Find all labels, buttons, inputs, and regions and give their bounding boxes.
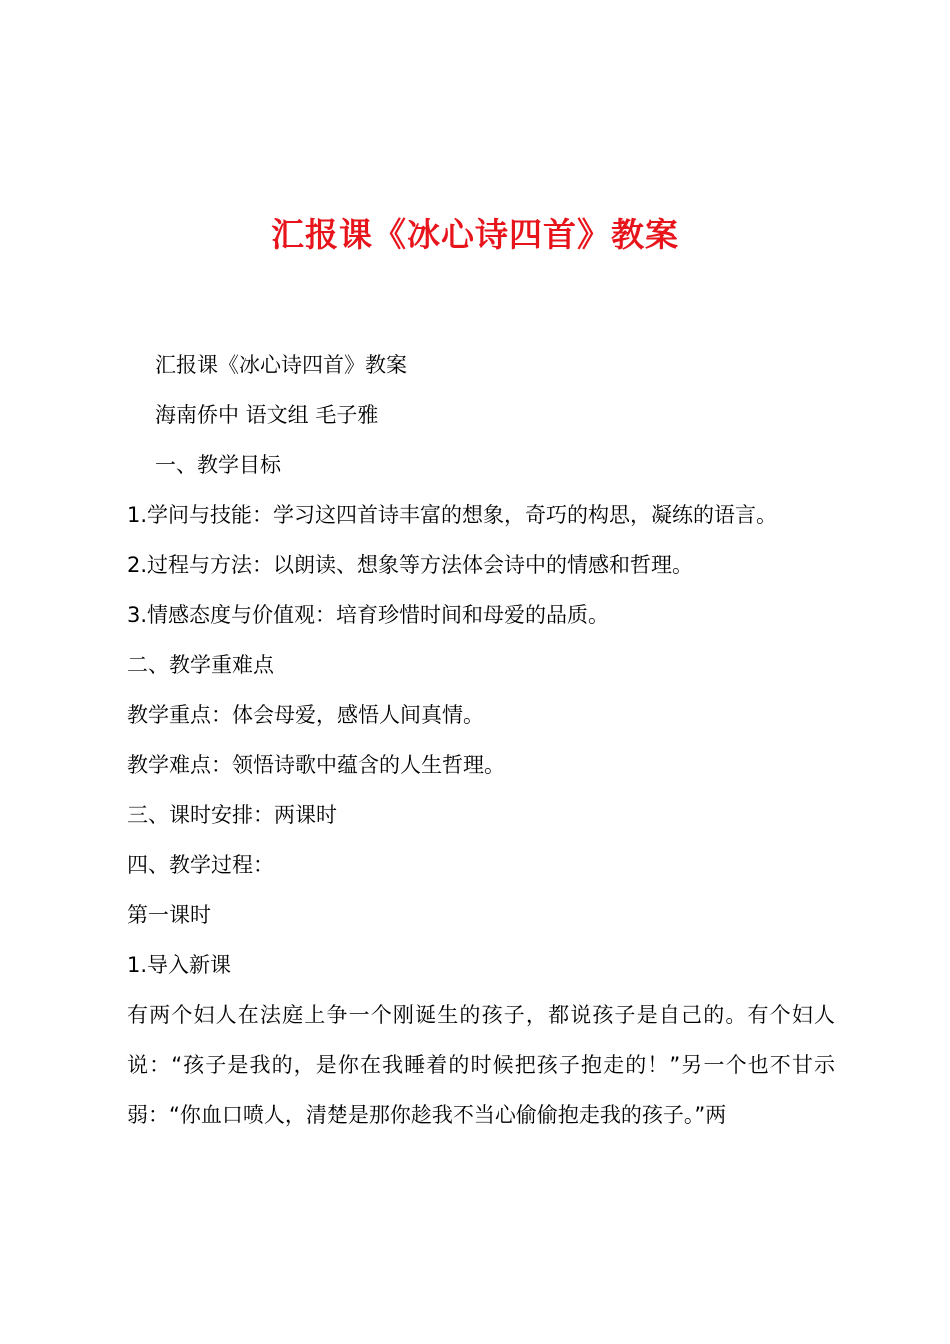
- subtitle-paragraph: 汇报课《冰心诗四首》教案: [155, 353, 407, 377]
- difficult-point-paragraph: 教学难点：领悟诗歌中蕴含的人生哲理。: [127, 753, 505, 777]
- story-paragraph: 有两个妇人在法庭上争一个刚诞生的孩子，都说孩子是自己的。有个妇人说：“孩子是我的，是你在我睡着的时候把孩子抱走的！”另一个也不甘示弱：“你血口喷人，清楚是那你趁我不当心偷偷抱走我的孩子。”两: [127, 1003, 835, 1127]
- section-heading-key-points: 二、教学重难点: [127, 653, 274, 677]
- section-heading-process: 四、教学过程：: [127, 853, 274, 877]
- section-heading-schedule: 三、课时安排：两课时: [127, 803, 337, 827]
- key-point-paragraph: 教学重点：体会母爱，感悟人间真情。: [127, 703, 484, 727]
- author-paragraph: 海南侨中 语文组 毛子雅: [155, 403, 379, 427]
- objective-item-3: 3.情感态度与价值观：培育珍惜时间和母爱的品质。: [127, 603, 610, 627]
- section-heading-objectives: 一、教学目标: [155, 453, 281, 477]
- document-body: [127, 340, 835, 1140]
- lesson-one-heading: 第一课时: [127, 903, 211, 927]
- introduction-heading: 1.导入新课: [127, 953, 232, 977]
- objective-item-1: 1.学问与技能：学习这四首诗丰富的想象，奇巧的构思，凝练的语言。: [127, 503, 778, 527]
- document-title: 汇报课《冰心诗四首》教案: [271, 215, 679, 254]
- objective-item-2: 2.过程与方法：以朗读、想象等方法体会诗中的情感和哲理。: [127, 553, 694, 577]
